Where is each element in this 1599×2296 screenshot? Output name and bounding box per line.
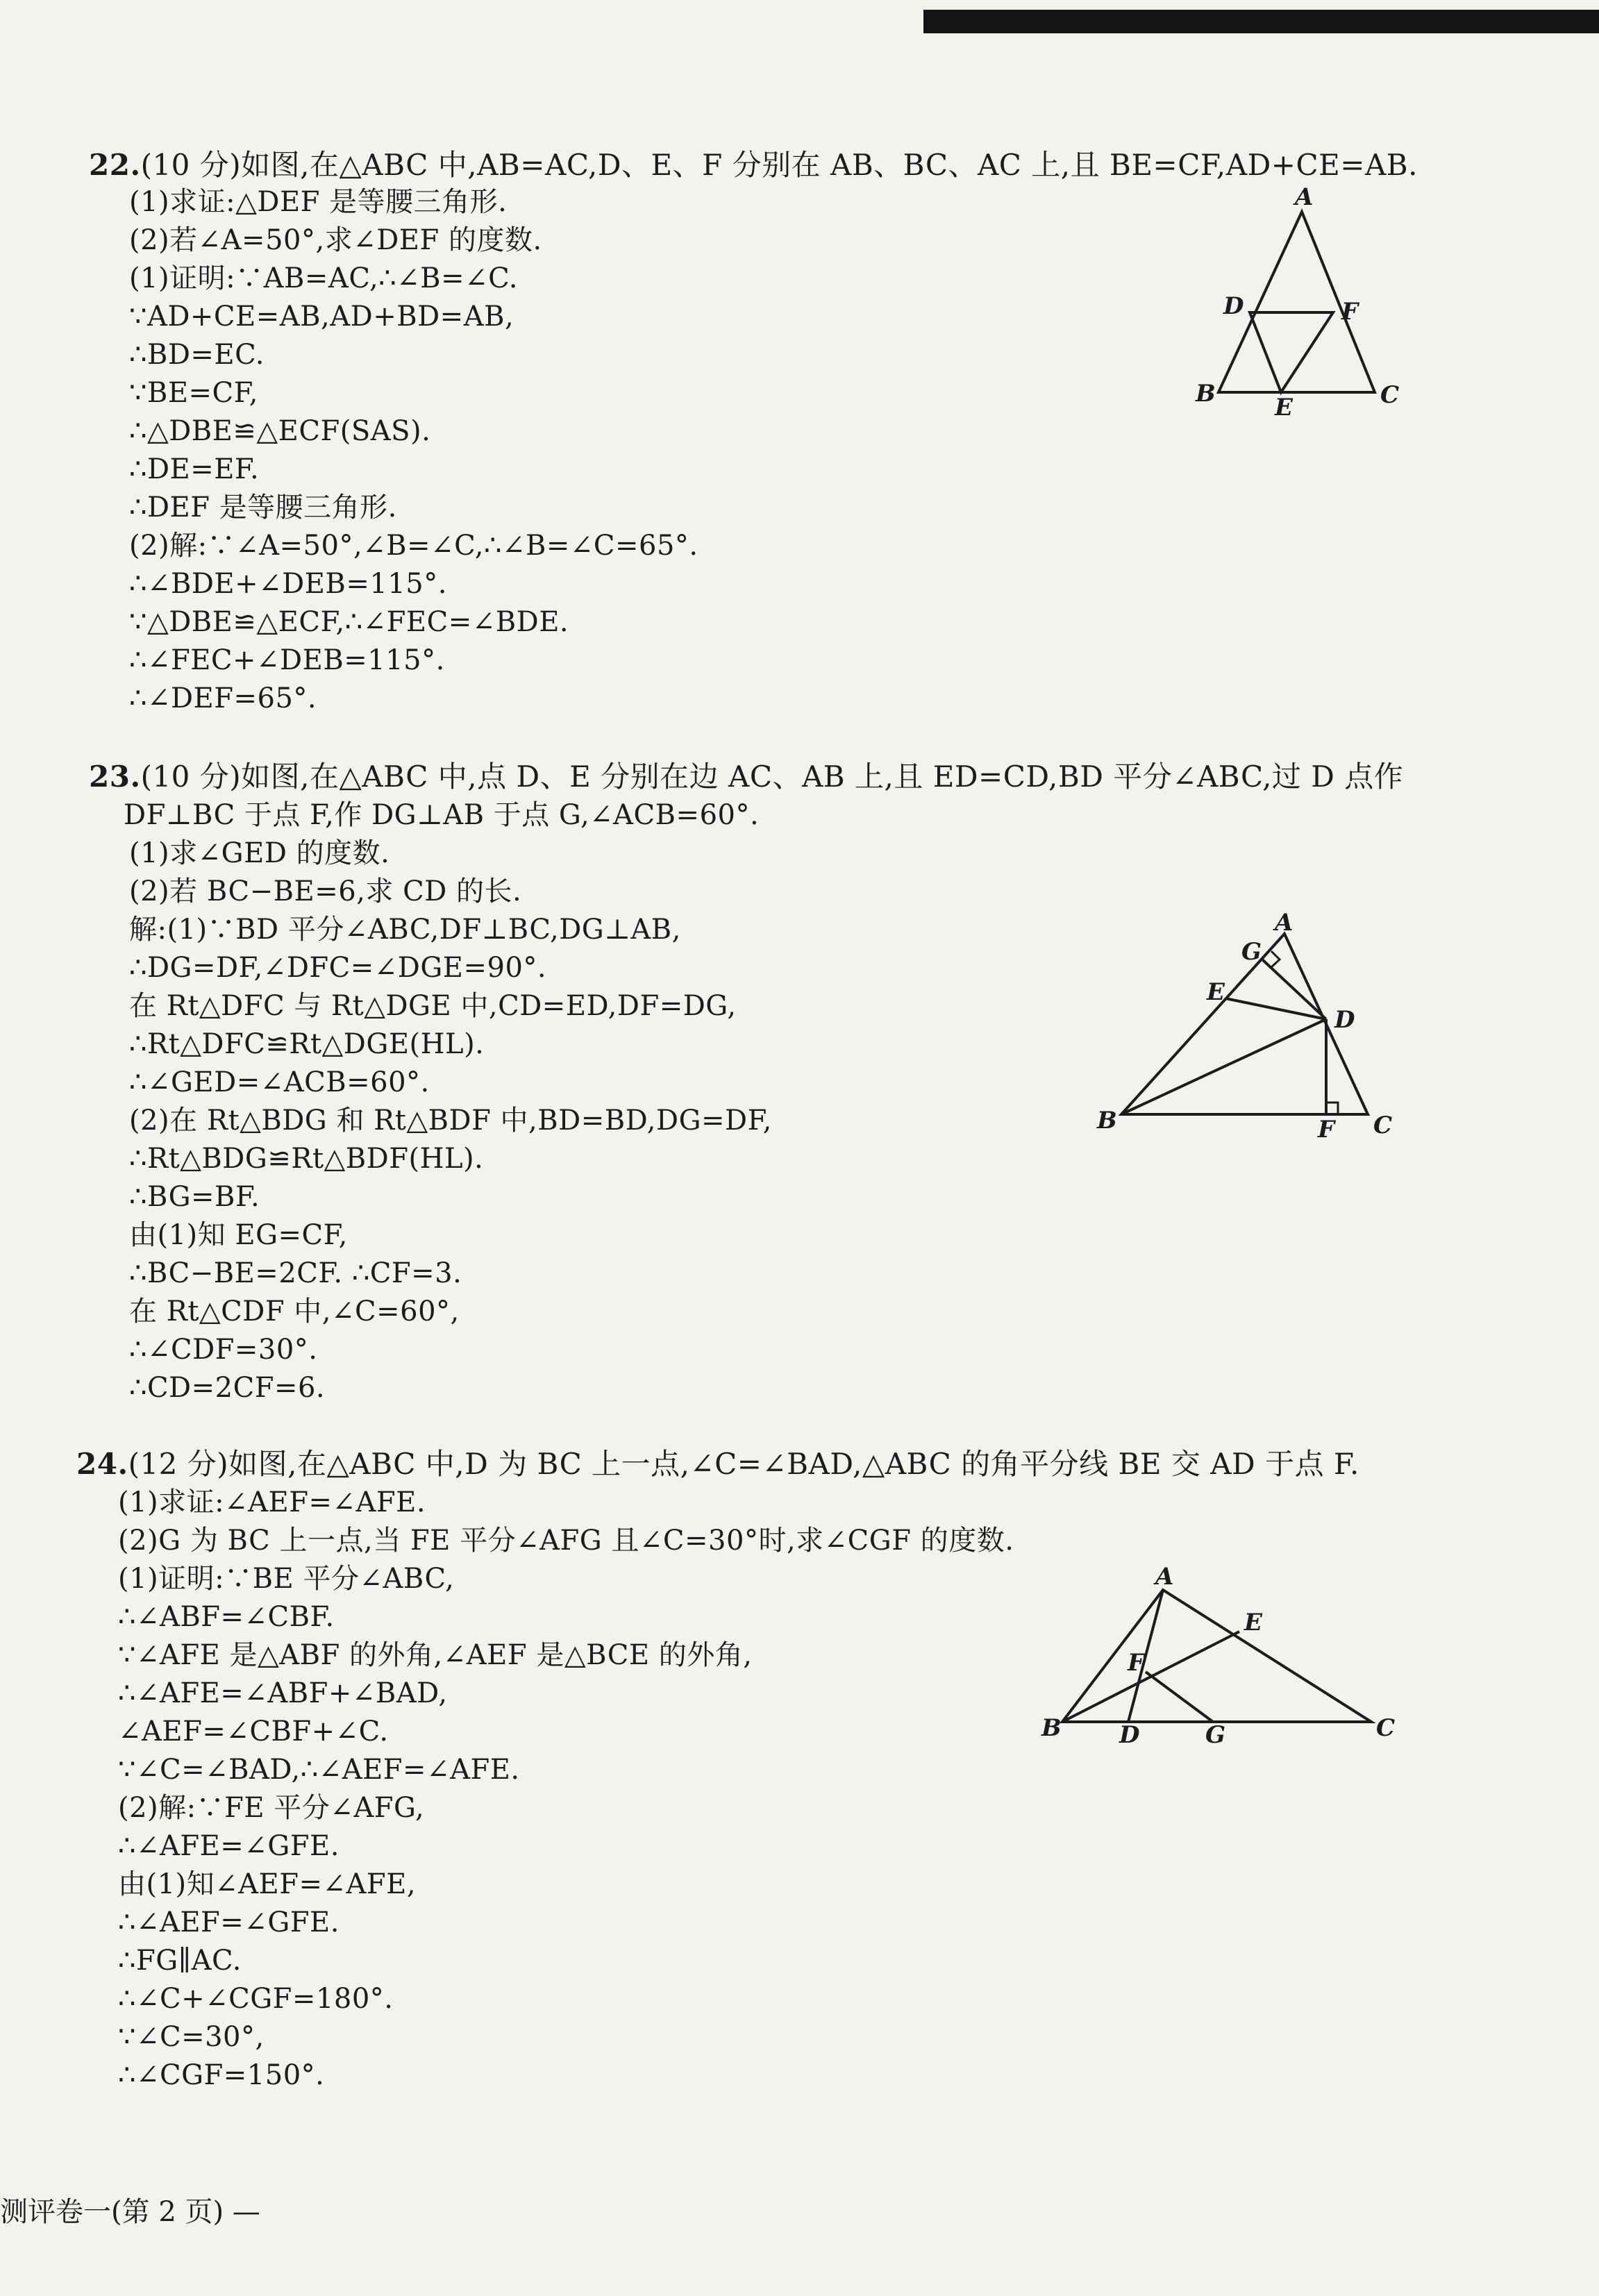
question-number: 22. [89,148,141,182]
q22-line: ∵BE=CF, [129,377,258,409]
q23-line: (2)在 Rt△BDG 和 Rt△BDF 中,BD=BD,DG=DF, [129,1105,772,1137]
vertex-label-b: B [1196,380,1216,408]
vertex-label-f: F [1128,1649,1145,1677]
q24-line: ∴∠AFE=∠GFE. [118,1830,340,1862]
q22-line: (1)求证:△DEF 是等腰三角形. [129,186,508,218]
q23-line: ∴Rt△BDG≌Rt△BDF(HL). [129,1143,484,1175]
q24-line: (2)解:∵FE 平分∠AFG, [118,1792,425,1824]
page-footer: 测评卷一(第 2 页) — [0,2196,260,2228]
q24-triangle-diagram [1035,1563,1396,1750]
q22-line: ∴BD=EC. [129,339,265,371]
q24-line: (1)证明:∵BE 平分∠ABC, [118,1563,455,1595]
vertex-label-c: C [1373,1112,1393,1139]
right-angle-mark-g [1271,951,1280,968]
vertex-label-d: D [1119,1721,1140,1749]
q23-line: ∴BG=BF. [129,1181,260,1213]
q22-line: ∵△DBE≌△ECF,∴∠FEC=∠BDE. [129,606,569,638]
question-text: (10 分)如图,在△ABC 中,AB=AC,D、E、F 分别在 AB、BC、AC 上,且 BE=CF,AD+CE=AB. [140,148,1418,182]
q22-line: ∴∠FEC+∠DEB=115°. [129,644,445,676]
vertex-label-f: F [1341,298,1359,326]
vertex-label-b: B [1041,1714,1062,1742]
segment-gd [1262,960,1326,1019]
q24-line: ∴∠AFE=∠ABF+∠BAD, [118,1677,448,1709]
question-24-title [76,1446,1359,1482]
q24-line: ∴∠CGF=150°. [118,2059,325,2091]
question-22-title [89,147,1418,183]
q24-line: ∴∠AEF=∠GFE. [118,1907,340,1938]
q23-line: ∴DG=DF,∠DFC=∠DGE=90°. [129,952,547,984]
q24-line: (2)G 为 BC 上一点,当 FE 平分∠AFG 且∠C=30°时,求∠CGF 的度数. [118,1525,1014,1557]
q23-line: ∴BC−BE=2CF. ∴CF=3. [129,1257,462,1289]
top-edge-bar [923,10,1599,33]
q22-line: (1)证明:∵AB=AC,∴∠B=∠C. [129,262,518,294]
triangle-def [1250,312,1333,392]
q22-triangle-diagram [1180,181,1409,424]
q22-line: ∵AD+CE=AB,AD+BD=AB, [129,301,514,333]
q22-line: ∴∠BDE+∠DEB=115°. [129,568,447,600]
question-text: (12 分)如图,在△ABC 中,D 为 BC 上一点,∠C=∠BAD,△ABC 的角平分线 BE 交 AD 于点 F. [128,1447,1359,1481]
q22-line: ∴△DBE≌△ECF(SAS). [129,415,431,447]
q24-line: ∵∠C=∠BAD,∴∠AEF=∠AFE. [118,1754,520,1786]
question-number: 24. [76,1447,128,1481]
question-text: (10 分)如图,在△ABC 中,点 D、E 分别在边 AC、AB 上,且 ED=CD,BD 平分∠ABC,过 D 点作 [140,760,1404,794]
q22-line: ∴∠DEF=65°. [129,682,317,714]
q23-line: ∴CD=2CF=6. [129,1372,326,1404]
q23-line: (2)若 BC−BE=6,求 CD 的长. [129,875,522,907]
question-number: 23. [89,760,141,794]
vertex-label-a: A [1275,909,1294,937]
q22-figure [1180,181,1409,426]
vertex-label-a: A [1155,1563,1174,1591]
q24-line: (1)求证:∠AEF=∠AFE. [118,1486,426,1518]
segment-bd [1121,1019,1326,1114]
q23-line: (1)求∠GED 的度数. [129,837,390,869]
q22-line: ∴DE=EF. [129,453,260,485]
vertex-label-g: G [1205,1721,1226,1749]
triangle-abc [1062,1590,1371,1722]
q23-line: ∴Rt△DFC≌Rt△DGE(HL). [129,1028,485,1060]
q23-line: 解:(1)∵BD 平分∠ABC,DF⊥BC,DG⊥AB, [129,914,681,946]
vertex-label-e: E [1244,1609,1262,1636]
segment-fg [1146,1672,1213,1722]
vertex-label-c: C [1380,381,1400,409]
q24-line: ∴∠ABF=∠CBF. [118,1601,335,1633]
q24-figure [1035,1563,1396,1752]
vertex-label-g: G [1241,938,1262,966]
vertex-label-b: B [1097,1107,1117,1134]
vertex-label-a: A [1295,183,1314,211]
q24-line: ∴FG∥AC. [118,1945,242,1977]
segment-ed [1225,998,1326,1019]
q23-line: 在 Rt△CDF 中,∠C=60°, [129,1296,460,1327]
vertex-label-f: F [1318,1116,1335,1143]
q24-line: 由(1)知∠AEF=∠AFE, [118,1868,417,1900]
q23-line: DF⊥BC 于点 F,作 DG⊥AB 于点 G,∠ACB=60°. [124,799,760,831]
q22-line: (2)若∠A=50°,求∠DEF 的度数. [129,224,542,256]
q24-line: ∵∠AFE 是△ABF 的外角,∠AEF 是△BCE 的外角, [118,1639,753,1671]
right-angle-mark-f [1326,1103,1338,1114]
q24-line: ∠AEF=∠CBF+∠C. [118,1716,389,1748]
q23-line: 由(1)知 EG=CF, [129,1219,348,1251]
vertex-label-d: D [1223,292,1244,320]
vertex-label-e: E [1275,394,1293,421]
q22-line: ∴DEF 是等腰三角形. [129,492,397,523]
q23-line: ∴∠CDF=30°. [129,1334,318,1366]
q23-figure [1083,909,1409,1155]
q23-line: 在 Rt△DFC 与 Rt△DGE 中,CD=ED,DF=DG, [129,990,737,1022]
q23-triangle-diagram [1083,909,1409,1153]
vertex-label-c: C [1376,1714,1396,1742]
question-23-title [89,759,1403,795]
q22-line: (2)解:∵∠A=50°,∠B=∠C,∴∠B=∠C=65°. [129,530,698,562]
vertex-label-d: D [1334,1006,1355,1034]
q24-line: ∵∠C=30°, [118,2021,265,2053]
q24-line: ∴∠C+∠CGF=180°. [118,1983,394,2015]
vertex-label-e: E [1207,978,1225,1006]
q23-line: ∴∠GED=∠ACB=60°. [129,1066,430,1098]
